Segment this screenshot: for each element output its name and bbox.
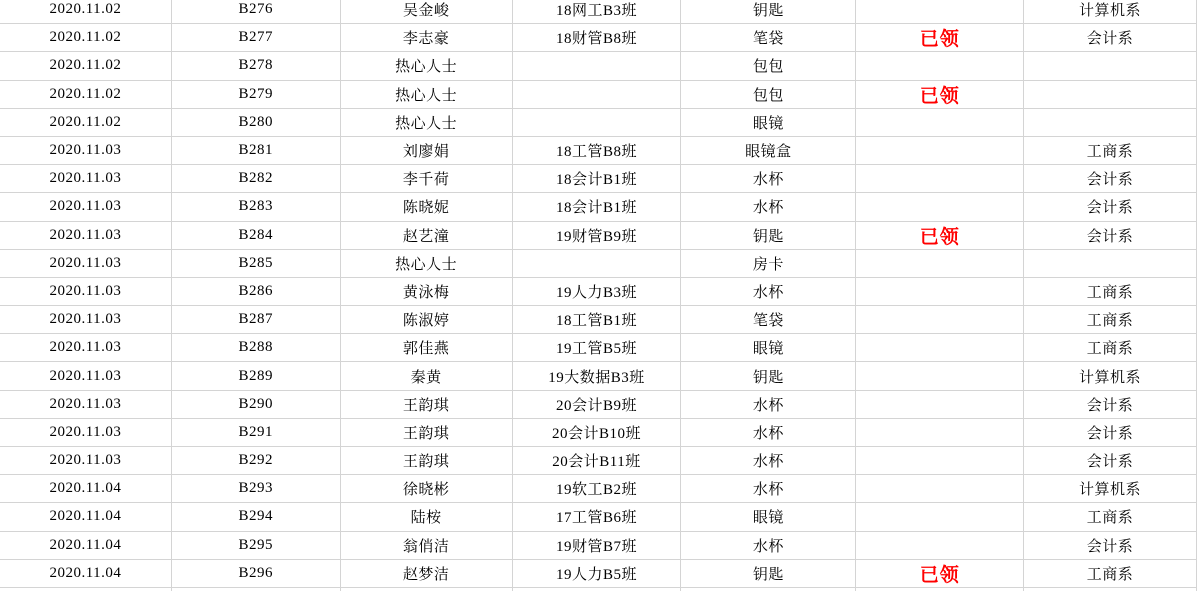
cell-id[interactable]: B286	[171, 277, 340, 305]
cell-item[interactable]: 眼镜盒	[681, 136, 856, 164]
cell-status[interactable]	[856, 277, 1024, 305]
cell-empty[interactable]	[681, 587, 856, 591]
cell-name[interactable]: 热心人士	[340, 52, 512, 80]
cell-date[interactable]: 2020.11.03	[0, 249, 171, 277]
cell-status[interactable]	[856, 193, 1024, 221]
cell-class[interactable]: 18网工B3班	[512, 0, 681, 24]
cell-class[interactable]: 18工管B8班	[512, 136, 681, 164]
cell-id[interactable]: B293	[171, 475, 340, 503]
cell-id[interactable]: B278	[171, 52, 340, 80]
cell-department[interactable]	[1024, 52, 1197, 80]
cell-class[interactable]: 19财管B9班	[512, 221, 681, 249]
cell-date[interactable]: 2020.11.02	[0, 80, 171, 108]
cell-id[interactable]: B290	[171, 390, 340, 418]
cell-item[interactable]: 水杯	[681, 447, 856, 475]
cell-department[interactable]: 工商系	[1024, 334, 1197, 362]
cell-class[interactable]: 19工管B5班	[512, 334, 681, 362]
cell-status[interactable]	[856, 531, 1024, 559]
cell-status[interactable]	[856, 475, 1024, 503]
table-row	[0, 80, 1197, 108]
cell-class[interactable]: 20会计B11班	[512, 447, 681, 475]
cell-status[interactable]	[856, 362, 1024, 390]
cell-date[interactable]: 2020.11.02	[0, 0, 171, 24]
cell-item[interactable]: 水杯	[681, 193, 856, 221]
cell-id[interactable]: B294	[171, 503, 340, 531]
cell-class[interactable]: 18会计B1班	[512, 193, 681, 221]
cell-class[interactable]: 18财管B8班	[512, 24, 681, 52]
cell-class[interactable]: 17工管B6班	[512, 503, 681, 531]
cell-id[interactable]: B292	[171, 447, 340, 475]
cell-department[interactable]: 会计系	[1024, 418, 1197, 446]
cell-status[interactable]	[856, 418, 1024, 446]
table-row	[0, 221, 1197, 249]
cell-status[interactable]	[856, 334, 1024, 362]
cell-date[interactable]: 2020.11.03	[0, 334, 171, 362]
cell-date[interactable]: 2020.11.03	[0, 306, 171, 334]
cell-item[interactable]: 水杯	[681, 165, 856, 193]
cell-status[interactable]	[856, 52, 1024, 80]
cell-status[interactable]: 已领	[856, 24, 1024, 52]
cell-status[interactable]	[856, 165, 1024, 193]
cell-department[interactable]: 计算机系	[1024, 475, 1197, 503]
cell-status[interactable]	[856, 447, 1024, 475]
cell-name[interactable]: 王韵琪	[340, 447, 512, 475]
cell-id[interactable]: B277	[171, 24, 340, 52]
cell-id[interactable]: B295	[171, 531, 340, 559]
table-row	[0, 249, 1197, 277]
cell-class[interactable]: 19软工B2班	[512, 475, 681, 503]
cell-empty[interactable]	[1024, 587, 1197, 591]
cell-status[interactable]: 已领	[856, 80, 1024, 108]
cell-date[interactable]: 2020.11.03	[0, 136, 171, 164]
cell-class[interactable]: 18会计B1班	[512, 165, 681, 193]
cell-date[interactable]: 2020.11.04	[0, 503, 171, 531]
cell-id[interactable]: B279	[171, 80, 340, 108]
cell-empty[interactable]	[512, 587, 681, 591]
cell-item[interactable]: 眼镜	[681, 334, 856, 362]
cell-status[interactable]: 已领	[856, 221, 1024, 249]
cell-item[interactable]: 笔袋	[681, 306, 856, 334]
cell-item[interactable]: 水杯	[681, 418, 856, 446]
cell-name[interactable]: 王韵琪	[340, 390, 512, 418]
cell-date[interactable]: 2020.11.03	[0, 418, 171, 446]
table-row	[0, 447, 1197, 475]
cell-class[interactable]	[512, 80, 681, 108]
table-row	[0, 306, 1197, 334]
cell-department[interactable]: 会计系	[1024, 221, 1197, 249]
cell-department[interactable]: 工商系	[1024, 559, 1197, 587]
table-row	[0, 475, 1197, 503]
cell-status[interactable]: 已领	[856, 559, 1024, 587]
cell-name[interactable]: 热心人士	[340, 108, 512, 136]
cell-status[interactable]	[856, 503, 1024, 531]
cell-name[interactable]: 赵梦洁	[340, 559, 512, 587]
cell-class[interactable]	[512, 108, 681, 136]
cell-department[interactable]: 工商系	[1024, 306, 1197, 334]
cell-name[interactable]: 陈淑婷	[340, 306, 512, 334]
cell-department[interactable]	[1024, 108, 1197, 136]
cell-class[interactable]: 19人力B3班	[512, 277, 681, 305]
cell-id[interactable]: B276	[171, 0, 340, 24]
cell-class[interactable]: 18工管B1班	[512, 306, 681, 334]
cell-name[interactable]: 陆桉	[340, 503, 512, 531]
table-row	[0, 390, 1197, 418]
cell-id[interactable]: B296	[171, 559, 340, 587]
cell-item[interactable]: 笔袋	[681, 24, 856, 52]
cell-date[interactable]: 2020.11.03	[0, 165, 171, 193]
table-row	[0, 0, 1197, 24]
cell-item[interactable]: 钥匙	[681, 0, 856, 24]
cell-item[interactable]: 水杯	[681, 531, 856, 559]
cell-name[interactable]: 李志豪	[340, 24, 512, 52]
table-row	[0, 559, 1197, 587]
cell-department[interactable]: 会计系	[1024, 193, 1197, 221]
cell-name[interactable]: 秦黄	[340, 362, 512, 390]
cell-item[interactable]: 钥匙	[681, 362, 856, 390]
cell-class[interactable]: 19人力B5班	[512, 559, 681, 587]
cell-date[interactable]: 2020.11.03	[0, 221, 171, 249]
cell-status[interactable]	[856, 136, 1024, 164]
cell-class[interactable]: 19大数据B3班	[512, 362, 681, 390]
cell-department[interactable]	[1024, 80, 1197, 108]
table-row	[0, 193, 1197, 221]
cell-name[interactable]: 王韵琪	[340, 418, 512, 446]
cell-department[interactable]: 计算机系	[1024, 362, 1197, 390]
cell-department[interactable]: 会计系	[1024, 24, 1197, 52]
cell-item[interactable]: 水杯	[681, 390, 856, 418]
cell-status[interactable]	[856, 0, 1024, 24]
cell-id[interactable]: B280	[171, 108, 340, 136]
cell-name[interactable]: 黄泳梅	[340, 277, 512, 305]
cell-date[interactable]: 2020.11.03	[0, 447, 171, 475]
cell-id[interactable]: B284	[171, 221, 340, 249]
cell-name[interactable]: 刘廖娟	[340, 136, 512, 164]
cell-item[interactable]: 房卡	[681, 249, 856, 277]
cell-item[interactable]: 钥匙	[681, 221, 856, 249]
cell-name[interactable]: 徐晓彬	[340, 475, 512, 503]
cell-item[interactable]: 水杯	[681, 475, 856, 503]
cell-id[interactable]: B283	[171, 193, 340, 221]
table-row	[0, 165, 1197, 193]
cell-date[interactable]: 2020.11.03	[0, 362, 171, 390]
cell-name[interactable]: 赵艺潼	[340, 221, 512, 249]
table-row	[0, 362, 1197, 390]
cell-item[interactable]: 水杯	[681, 277, 856, 305]
cell-item[interactable]: 眼镜	[681, 503, 856, 531]
cell-department[interactable]: 工商系	[1024, 503, 1197, 531]
cell-name[interactable]: 郭佳燕	[340, 334, 512, 362]
cell-item[interactable]: 包包	[681, 80, 856, 108]
cell-date[interactable]: 2020.11.04	[0, 559, 171, 587]
cell-id[interactable]: B282	[171, 165, 340, 193]
cell-department[interactable]: 工商系	[1024, 136, 1197, 164]
table-row	[0, 418, 1197, 446]
cell-date[interactable]: 2020.11.02	[0, 52, 171, 80]
cell-class[interactable]	[512, 249, 681, 277]
cell-department[interactable]	[1024, 249, 1197, 277]
cell-date[interactable]: 2020.11.03	[0, 193, 171, 221]
cell-item[interactable]: 眼镜	[681, 108, 856, 136]
cell-date[interactable]: 2020.11.02	[0, 24, 171, 52]
cell-name[interactable]: 翁俏洁	[340, 531, 512, 559]
table-row	[0, 52, 1197, 80]
cell-empty[interactable]	[0, 587, 171, 591]
cell-date[interactable]: 2020.11.02	[0, 108, 171, 136]
cell-date[interactable]: 2020.11.04	[0, 531, 171, 559]
cell-empty[interactable]	[340, 587, 512, 591]
cell-class[interactable]: 19财管B7班	[512, 531, 681, 559]
cell-item[interactable]: 钥匙	[681, 559, 856, 587]
cell-item[interactable]: 包包	[681, 52, 856, 80]
cell-name[interactable]: 吴金峻	[340, 0, 512, 24]
cell-name[interactable]: 热心人士	[340, 80, 512, 108]
cell-empty[interactable]	[171, 587, 340, 591]
cell-status[interactable]	[856, 306, 1024, 334]
cell-department[interactable]: 会计系	[1024, 447, 1197, 475]
cell-department[interactable]: 工商系	[1024, 277, 1197, 305]
cell-class[interactable]: 20会计B10班	[512, 418, 681, 446]
cell-id[interactable]: B281	[171, 136, 340, 164]
cell-id[interactable]: B291	[171, 418, 340, 446]
cell-status[interactable]	[856, 108, 1024, 136]
table-row	[0, 503, 1197, 531]
cell-date[interactable]: 2020.11.04	[0, 475, 171, 503]
cell-id[interactable]: B287	[171, 306, 340, 334]
table-row	[0, 531, 1197, 559]
cell-class[interactable]: 20会计B9班	[512, 390, 681, 418]
cell-id[interactable]: B285	[171, 249, 340, 277]
cell-department[interactable]: 会计系	[1024, 531, 1197, 559]
cell-date[interactable]: 2020.11.03	[0, 390, 171, 418]
table-row-empty	[0, 587, 1197, 591]
cell-status[interactable]	[856, 390, 1024, 418]
cell-name[interactable]: 热心人士	[340, 249, 512, 277]
cell-id[interactable]: B288	[171, 334, 340, 362]
table-row	[0, 24, 1197, 52]
cell-name[interactable]: 李千荷	[340, 165, 512, 193]
table-row	[0, 108, 1197, 136]
cell-id[interactable]: B289	[171, 362, 340, 390]
cell-name[interactable]: 陈晓妮	[340, 193, 512, 221]
cell-department[interactable]: 会计系	[1024, 390, 1197, 418]
cell-status[interactable]	[856, 249, 1024, 277]
cell-department[interactable]: 会计系	[1024, 165, 1197, 193]
table-row	[0, 277, 1197, 305]
cell-date[interactable]: 2020.11.03	[0, 277, 171, 305]
cell-empty[interactable]	[856, 587, 1024, 591]
cell-class[interactable]	[512, 52, 681, 80]
table-row	[0, 334, 1197, 362]
cell-department[interactable]: 计算机系	[1024, 0, 1197, 24]
table-row	[0, 136, 1197, 164]
